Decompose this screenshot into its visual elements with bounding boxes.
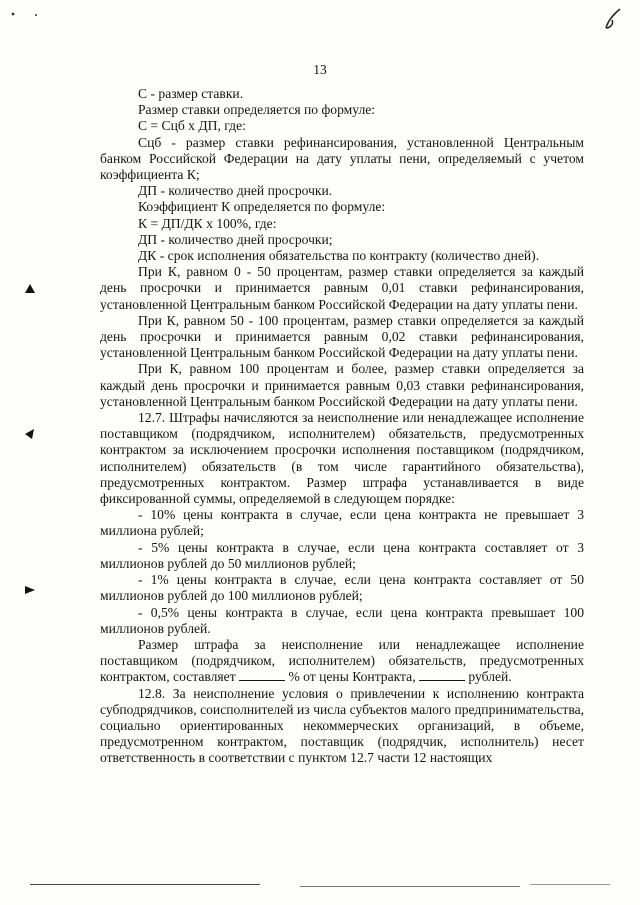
paragraph: С - размер ставки. <box>138 86 244 101</box>
paragraph: При К, равном 50 - 100 процентам, размер ставки определяется за каждый день просрочки и принимается равным 0,02 ставки рефинансирования, установленной Центральным банком Российской Федерации на дату уплаты пени. <box>100 312 584 361</box>
fine-text-1: Размер штрафа за неисполнение или ненадлежащее исполнение поставщиком (подрядчиком, исполнителем) обязательств, предусмотренных контрактом, составляет <box>100 636 584 685</box>
paragraph: ДП - количество дней просрочки; <box>138 231 333 247</box>
paragraph: ДП - количество дней просрочки. <box>138 183 333 199</box>
bottom-scan-line <box>530 884 610 885</box>
list-item: - 0,5% цены контракта в случае, если цена контракта превышает 100 миллионов рублей. <box>100 604 584 636</box>
list-item: - 5% цены контракта в случае, если цена контракта составляет от 3 миллионов рублей до 50 миллионов рублей; <box>100 539 584 571</box>
bottom-scan-line <box>30 884 260 885</box>
fine-text-2: % от цены Контракта, <box>285 669 419 685</box>
page-number: 13 <box>313 62 327 77</box>
paragraph: Сцб - размер ставки рефинансирования, установленной Центральным банком Российской Федерации на дату уплаты пени, определяемый с учетом коэффициента К; <box>100 134 584 183</box>
percent-blank <box>239 670 285 681</box>
paragraph: Размер ставки определяется по формуле: <box>138 102 376 118</box>
paragraph: При К, равном 100 процентам и более, размер ставки определяется за каждый день просрочки и принимается равным 0,03 ставки рефинансирования, установленной Центральным банком Российской Федерации на дату уплаты пени. <box>100 361 584 409</box>
corner-dot-mark <box>10 10 40 18</box>
fine-text-3: рублей. <box>465 669 512 685</box>
list-item: - 10% цены контракта в случае, если цена контракта не превышает 3 миллиона рублей; <box>100 507 584 539</box>
margin-arrow-mark <box>24 584 36 596</box>
paragraph: При К, равном 0 - 50 процентам, размер ставки определяется за каждый день просрочки и принимается равным 0,01 ставки рефинансирования, установленной Центральным банком Российской Федерации на дату уплаты пени. <box>100 264 584 312</box>
pen-stroke-mark <box>602 6 624 32</box>
list-item: - 1% цены контракта в случае, если цена контракта составляет от 50 миллионов рублей до 100 миллионов рублей; <box>100 572 584 604</box>
paragraph: 12.8. За неисполнение условия о привлечении к исполнению контракта субподрядчиков, соисполнителей из числа субъектов малого предпринимательства, социально ориентированных некоммерческих организаций, в объеме, предусмотренном контрактом, поставщик (подрядчик, исполнитель) несет ответственность в соответствии с пунктом 12.7 части 12 настоящих <box>100 685 584 766</box>
paragraph: С = Сцб х ДП, где: <box>138 118 246 134</box>
bottom-scan-line <box>300 886 520 887</box>
amount-blank <box>419 670 465 681</box>
margin-arrow-mark <box>24 428 36 440</box>
margin-arrow-mark <box>24 283 36 295</box>
document-body <box>100 86 584 767</box>
fine-paragraph <box>100 637 584 686</box>
paragraph: Коэффициент К определяется по формуле: <box>138 199 386 215</box>
paragraph: К = ДП/ДК х 100%, где: <box>138 215 277 231</box>
paragraph: 12.7. Штрафы начисляются за неисполнение или ненадлежащее исполнение поставщиком (подрядчиком, исполнителем) обязательств, предусмотренных контрактом за исключением просрочки исполнения поставщиком (подрядчиком, исполнителем) обязательств (в том числе гарантийного обязательства), предусмотренных контрактом. Размер штрафа устанавливается в виде фиксированной суммы, определяемой в следующем порядке: <box>100 410 584 507</box>
paragraph: ДК - срок исполнения обязательства по контракту (количество дней). <box>138 248 540 264</box>
